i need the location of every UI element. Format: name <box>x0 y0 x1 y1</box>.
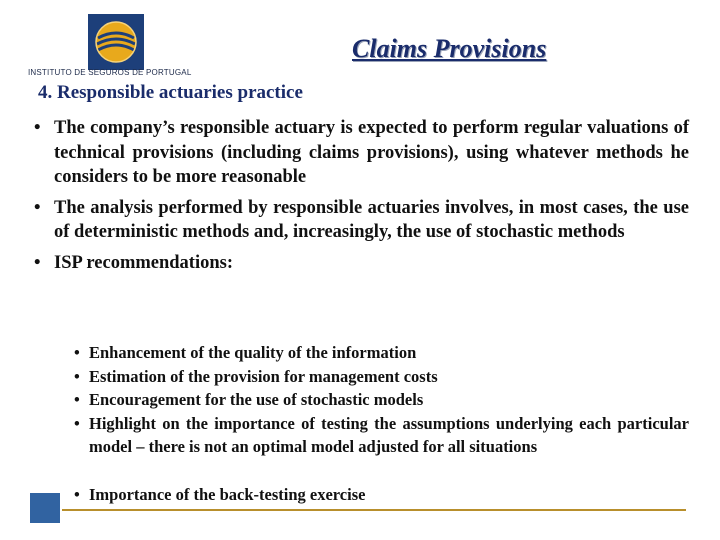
bullet-item <box>34 116 689 190</box>
bullet-icon: • <box>34 197 41 218</box>
bullet-text: The analysis performed by responsible actuaries involves, in most cases, the use of deterministic methods and, increasingly, the use of stochastic methods <box>54 197 689 242</box>
recommendation-item <box>74 412 689 459</box>
bullet-icon: • <box>34 252 41 273</box>
main-bullet-list <box>34 116 689 281</box>
accent-line <box>62 509 686 511</box>
isp-logo <box>88 14 144 70</box>
recommendation-item <box>74 365 689 389</box>
bullet-icon: • <box>74 485 80 504</box>
recommendation-text: Enhancement of the quality of the information <box>89 343 417 362</box>
section-heading: 4. Responsible actuaries practice <box>38 82 303 103</box>
recommendation-text: Encouragement for the use of stochastic models <box>89 390 424 409</box>
slide-title: Claims Provisions <box>352 34 547 63</box>
accent-square <box>30 493 60 523</box>
bullet-text: The company’s responsible actuary is expected to perform regular valuations of technical provisions (including claims provisions), using whatever methods he considers to be more reasonable <box>54 118 689 187</box>
recommendations-list <box>74 341 689 459</box>
bullet-icon: • <box>74 366 80 386</box>
recommendation-text: Highlight on the importance of testing the assumptions underlying each particular model – there is not an optimal model adjusted for all situations <box>89 413 689 456</box>
bullet-icon: • <box>74 343 80 362</box>
bullet-item <box>34 251 689 276</box>
bullet-text: ISP recommendations: <box>54 252 234 273</box>
recommendation-item <box>74 341 689 365</box>
recommendation-text: Estimation of the provision for management costs <box>89 366 438 386</box>
bullet-icon: • <box>74 390 80 409</box>
isp-emblem-icon <box>88 14 144 70</box>
bullet-item <box>34 196 689 245</box>
logo-caption: INSTITUTO DE SEGUROS DE PORTUGAL <box>28 68 192 77</box>
last-recommendation-item <box>74 483 365 507</box>
bullet-icon: • <box>74 413 80 433</box>
bullet-icon: • <box>34 118 41 138</box>
recommendation-item <box>74 388 689 412</box>
last-recommendation-text: Importance of the back-testing exercise <box>89 485 366 504</box>
